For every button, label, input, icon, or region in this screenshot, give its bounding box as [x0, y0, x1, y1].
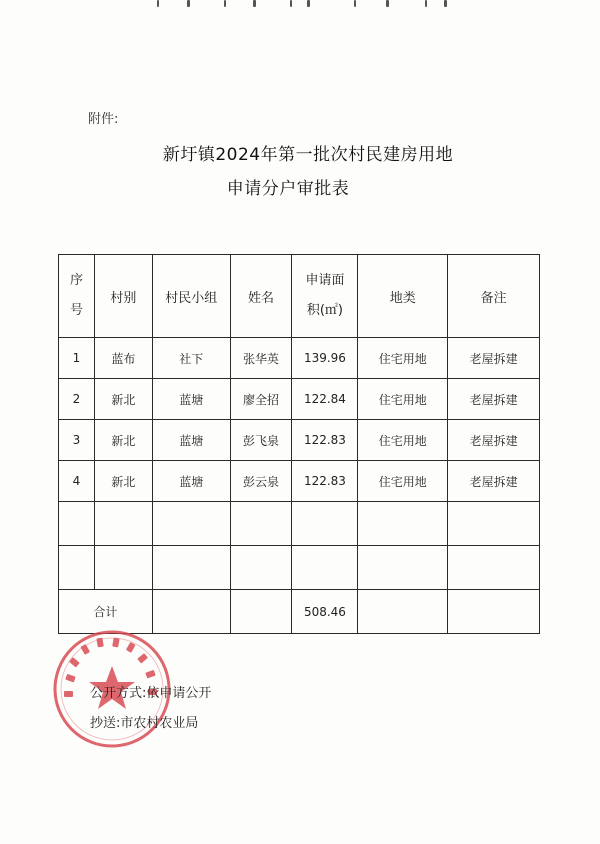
cell-remark: 老屋拆建 — [448, 379, 540, 420]
document-subtitle: 申请分户审批表 — [226, 179, 350, 199]
header-village: 村别 — [94, 255, 152, 338]
table-row — [59, 461, 540, 502]
disclosure-method: 公开方式:依申请公开 — [90, 686, 212, 701]
cell-area: 139.96 — [292, 338, 358, 379]
cell-name: 张华英 — [230, 338, 292, 379]
document-title: 新圩镇2024年第一批次村民建房用地 — [162, 145, 454, 165]
table-row — [59, 379, 540, 420]
header-land-type: 地类 — [358, 255, 448, 338]
total-row — [59, 590, 540, 634]
cell-village: 新北 — [94, 461, 152, 502]
cell-land-type: 住宅用地 — [358, 461, 448, 502]
header-name: 姓名 — [230, 255, 292, 338]
cell-land-type: 住宅用地 — [358, 338, 448, 379]
cell-index: 3 — [59, 420, 95, 461]
total-area: 508.46 — [292, 590, 358, 634]
cell-index: 2 — [59, 379, 95, 420]
table-row — [59, 338, 540, 379]
cell-remark: 老屋拆建 — [448, 338, 540, 379]
table-header-row — [59, 255, 540, 338]
cell-village: 新北 — [94, 420, 152, 461]
cell-group: 社下 — [152, 338, 230, 379]
table-row — [59, 420, 540, 461]
empty-row — [59, 502, 540, 546]
scan-edge-marks — [150, 0, 450, 8]
header-index: 序 号 — [59, 255, 95, 338]
cell-land-type: 住宅用地 — [358, 420, 448, 461]
cell-group: 蓝塘 — [152, 461, 230, 502]
cc-recipient: 抄送:市农村农业局 — [90, 716, 199, 731]
cell-village: 蓝布 — [94, 338, 152, 379]
approval-table — [58, 254, 540, 634]
cell-name: 彭飞泉 — [230, 420, 292, 461]
cell-remark: 老屋拆建 — [448, 420, 540, 461]
cell-area: 122.83 — [292, 461, 358, 502]
cell-land-type: 住宅用地 — [358, 379, 448, 420]
cell-area: 122.83 — [292, 420, 358, 461]
cell-area: 122.84 — [292, 379, 358, 420]
annex-label: 附件: — [88, 112, 119, 127]
header-group: 村民小组 — [152, 255, 230, 338]
cell-name: 廖全招 — [230, 379, 292, 420]
cell-remark: 老屋拆建 — [448, 461, 540, 502]
empty-row — [59, 546, 540, 590]
cell-index: 1 — [59, 338, 95, 379]
cell-name: 彭云泉 — [230, 461, 292, 502]
total-label: 合计 — [59, 590, 153, 634]
cell-group: 蓝塘 — [152, 379, 230, 420]
cell-village: 新北 — [94, 379, 152, 420]
header-remark: 备注 — [448, 255, 540, 338]
header-area: 申请面 积(㎡) — [292, 255, 358, 338]
cell-group: 蓝塘 — [152, 420, 230, 461]
cell-index: 4 — [59, 461, 95, 502]
